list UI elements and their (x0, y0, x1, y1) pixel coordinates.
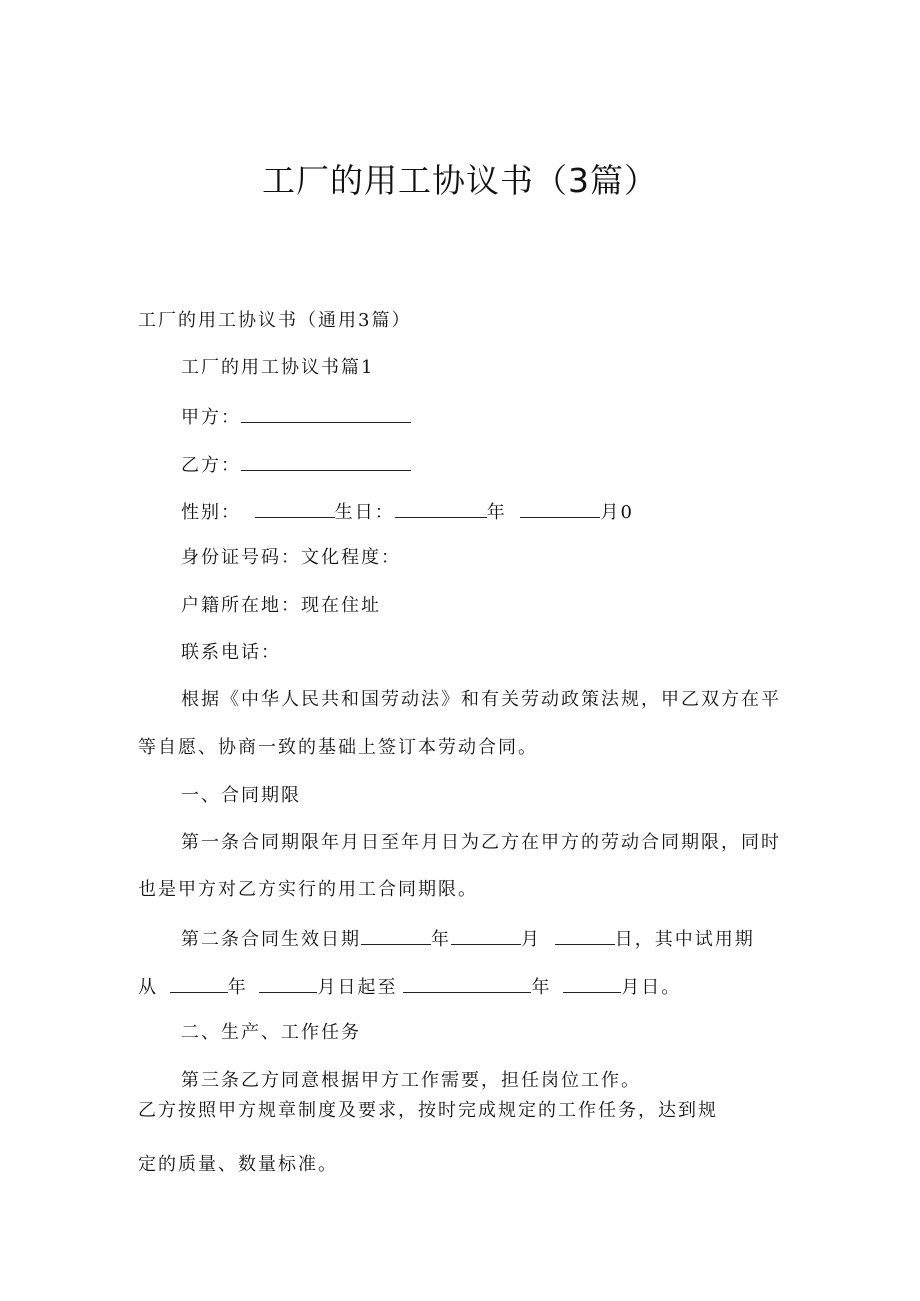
article-2-prefix: 第二条合同生效日期 (181, 929, 361, 950)
section-heading-tasks: 二、生产、工作任务 (181, 1022, 361, 1043)
article-2-year-label: 年 (431, 929, 451, 950)
article-2b-month-day-label: 月日起至 (317, 977, 398, 998)
article-2-month-label: 月 (521, 929, 541, 950)
law-paragraph-line-2: 等自愿、协商一致的基础上签订本劳动合同。 (138, 737, 538, 758)
birthday-label: 生日： (334, 502, 395, 523)
birth-month-blank (520, 499, 600, 518)
article-3-line-1: 第三条乙方同意根据甲方工作需要，担任岗位工作。 (181, 1070, 641, 1091)
phone-line: 联系电话： (181, 642, 281, 663)
party-b-line (181, 452, 411, 478)
party-b-blank (241, 452, 411, 471)
document-title: 工厂的用工协议书（3篇） (262, 161, 658, 200)
probation-start-month-blank (259, 974, 317, 993)
gender-birthday-line (181, 499, 634, 525)
effective-day-blank (555, 926, 615, 945)
article-1-line-1: 第一条合同期限年月日至年月日为乙方在甲方的劳动合同期限，同时 (181, 832, 781, 853)
article-2b-year2-label: 年 (531, 977, 552, 998)
gender-blank (255, 499, 335, 518)
article-1-line-2: 也是甲方对乙方实行的用工合同期限。 (138, 879, 478, 900)
article-2-line-1 (181, 926, 755, 952)
article-2b-end-label: 月日。 (621, 977, 682, 998)
article-2-line-2 (138, 974, 681, 1000)
probation-end-month-blank (563, 974, 621, 993)
law-paragraph-line-1: 根据《中华人民共和国劳动法》和有关劳动政策法规，甲乙双方在平 (181, 689, 781, 710)
residence-line: 户籍所在地：现在住址 (181, 595, 381, 616)
birth-year-blank (395, 499, 487, 518)
effective-month-blank (451, 926, 521, 945)
gender-label: 性别： (181, 502, 241, 523)
birth-month-label: 月0 (600, 502, 634, 523)
part-heading: 工厂的用工协议书篇1 (181, 357, 375, 378)
article-3-line-3: 定的质量、数量标准。 (138, 1154, 338, 1175)
article-2b-year-label: 年 (227, 977, 248, 998)
id-education-line: 身份证号码：文化程度： (181, 547, 401, 568)
probation-end-year-blank (403, 974, 531, 993)
party-a-blank (241, 404, 411, 423)
article-3-line-2: 乙方按照甲方规章制度及要求，按时完成规定的工作任务，达到规 (138, 1100, 718, 1121)
section-heading-term: 一、合同期限 (181, 785, 301, 806)
party-b-label: 乙方： (181, 455, 241, 476)
effective-year-blank (361, 926, 431, 945)
party-a-line (181, 404, 411, 430)
article-2-day-suffix: 日，其中试用期 (614, 929, 755, 950)
party-a-label: 甲方： (181, 407, 241, 428)
probation-start-year-blank (170, 974, 228, 993)
article-2b-prefix: 从 (138, 977, 158, 998)
birth-year-label: 年 (486, 502, 507, 523)
document-subtitle: 工厂的用工协议书（通用3篇） (138, 310, 412, 331)
